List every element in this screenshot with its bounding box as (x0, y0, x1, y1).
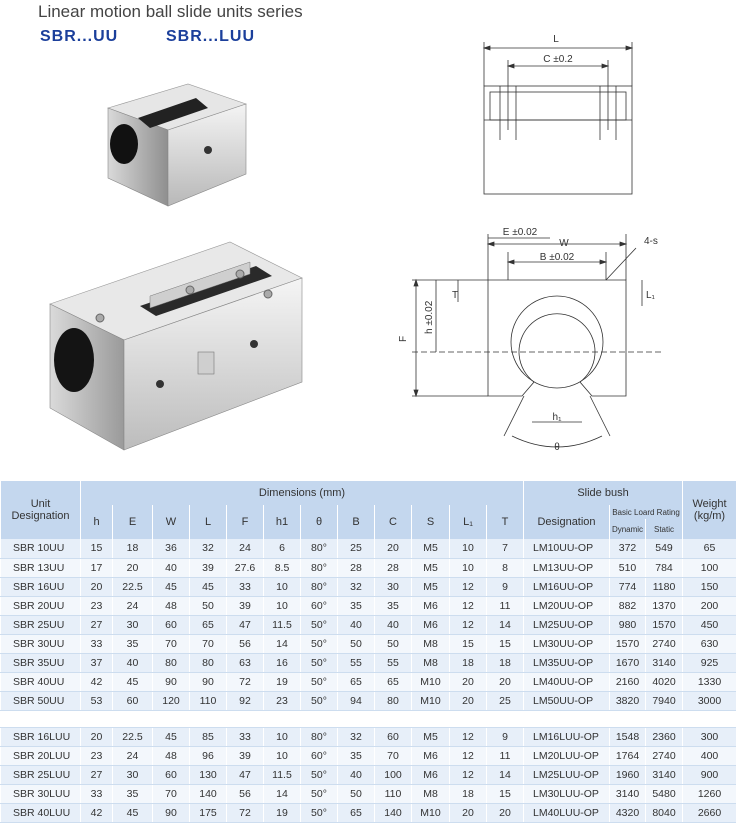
table-cell: 48 (153, 746, 190, 765)
table-cell: 33 (227, 577, 264, 596)
table-cell: 14 (264, 634, 301, 653)
table-cell: 45 (113, 672, 153, 691)
table-cell: 80° (301, 539, 338, 558)
table-cell: 39 (190, 558, 227, 577)
table-cell: 53 (81, 691, 113, 710)
table-cell: 50° (301, 803, 338, 822)
table-cell: 27 (81, 765, 113, 784)
header-dynamic: Dynamic (610, 519, 646, 539)
table-cell: SBR 16LUU (1, 727, 81, 746)
table-cell: 12 (450, 746, 487, 765)
table-cell: 2740 (646, 634, 683, 653)
table-cell: 11 (487, 746, 524, 765)
table-cell: 2740 (646, 746, 683, 765)
header-L1: L₁ (450, 505, 487, 539)
table-cell: 11.5 (264, 615, 301, 634)
header-F: F (227, 505, 264, 539)
table-cell: 12 (450, 727, 487, 746)
table-cell: 50° (301, 634, 338, 653)
table-cell: 92 (227, 691, 264, 710)
table-row-uu (1, 577, 736, 596)
header-dimensions: Dimensions (mm) (81, 481, 524, 505)
header-E: E (113, 505, 153, 539)
table-cell: 20 (375, 539, 412, 558)
table-cell: SBR 16UU (1, 577, 81, 596)
table-cell: 882 (610, 596, 646, 615)
table-row-uu (1, 615, 736, 634)
product-image-uu (96, 78, 256, 214)
table-cell: 63 (227, 653, 264, 672)
table-cell: 45 (153, 727, 190, 746)
header-basic-load-rating: Basic Loard Rating (610, 505, 683, 519)
table-cell: 47 (227, 765, 264, 784)
table-row-uu (1, 653, 736, 672)
table-cell: 1548 (610, 727, 646, 746)
table-cell: 35 (338, 746, 375, 765)
table-cell: LM30LUU-OP (524, 784, 610, 803)
table-cell: 23 (81, 596, 113, 615)
table-cell: 65 (375, 672, 412, 691)
table-cell: 1670 (610, 653, 646, 672)
table-cell: 90 (153, 803, 190, 822)
table-cell: LM25LUU-OP (524, 765, 610, 784)
dim-label-h: h ±0.02 (424, 300, 435, 334)
table-cell: M5 (412, 558, 450, 577)
table-cell: 35 (375, 596, 412, 615)
table-row-luu (1, 727, 736, 746)
table-cell: 130 (190, 765, 227, 784)
table-cell: 6 (264, 539, 301, 558)
table-cell: LM13UU-OP (524, 558, 610, 577)
model-code-luu: SBR...LUU (166, 28, 255, 45)
table-cell: M10 (412, 691, 450, 710)
table-cell: 19 (264, 672, 301, 691)
table-cell: 60° (301, 596, 338, 615)
table-cell: 12 (450, 615, 487, 634)
table-cell: 8040 (646, 803, 683, 822)
table-cell: SBR 30UU (1, 634, 81, 653)
table-row-uu (1, 691, 736, 710)
table-cell: 1260 (683, 784, 736, 803)
header-L: L (190, 505, 227, 539)
table-row-luu (1, 746, 736, 765)
table-cell: 85 (190, 727, 227, 746)
table-cell: 30 (113, 615, 153, 634)
table-cell: M6 (412, 746, 450, 765)
table-cell: 56 (227, 784, 264, 803)
table-cell: SBR 40LUU (1, 803, 81, 822)
table-cell: M5 (412, 727, 450, 746)
table-cell: 372 (610, 539, 646, 558)
table-cell: 3820 (610, 691, 646, 710)
table-cell: 80° (301, 577, 338, 596)
table-cell: 9 (487, 577, 524, 596)
table-cell: M10 (412, 803, 450, 822)
front-view-drawing (392, 222, 674, 462)
table-cell: 9 (487, 727, 524, 746)
table-cell: LM16UU-OP (524, 577, 610, 596)
table-cell: 900 (683, 765, 736, 784)
table-cell: 630 (683, 634, 736, 653)
table-cell: 1960 (610, 765, 646, 784)
table-cell: 17 (81, 558, 113, 577)
table-cell: 65 (338, 672, 375, 691)
table-cell: 35 (113, 784, 153, 803)
table-cell: 25 (338, 539, 375, 558)
table-cell: SBR 30LUU (1, 784, 81, 803)
header-B: B (338, 505, 375, 539)
table-row-uu (1, 558, 736, 577)
table-cell: 37 (81, 653, 113, 672)
table-cell: 19 (264, 803, 301, 822)
table-cell: LM16LUU-OP (524, 727, 610, 746)
header-T: T (487, 505, 524, 539)
table-cell: 10 (450, 539, 487, 558)
table-cell: 60 (375, 727, 412, 746)
table-cell: 7940 (646, 691, 683, 710)
table-cell: M6 (412, 615, 450, 634)
table-cell: 80° (301, 558, 338, 577)
series-title: Linear motion ball slide units series (38, 2, 303, 21)
table-cell: 22.5 (113, 577, 153, 596)
table-cell: SBR 13UU (1, 558, 81, 577)
header-static: Static (646, 519, 683, 539)
table-cell: M10 (412, 672, 450, 691)
spacer-cell (1, 710, 736, 727)
table-cell: 50° (301, 784, 338, 803)
table-cell: 32 (338, 577, 375, 596)
table-row-uu (1, 596, 736, 615)
table-cell: LM50UU-OP (524, 691, 610, 710)
table-cell: 50° (301, 765, 338, 784)
dim-label-L: L (553, 34, 559, 45)
table-cell: 4020 (646, 672, 683, 691)
table-cell: 90 (153, 672, 190, 691)
table-cell: 36 (153, 539, 190, 558)
table-cell: SBR 20LUU (1, 746, 81, 765)
table-cell: 24 (113, 746, 153, 765)
table-cell: 10 (264, 596, 301, 615)
table-cell: 774 (610, 577, 646, 596)
table-cell: 12 (450, 765, 487, 784)
table-cell: 60° (301, 746, 338, 765)
table-cell: 22.5 (113, 727, 153, 746)
table-cell: 14 (487, 765, 524, 784)
table-cell: 20 (113, 558, 153, 577)
table-cell: 5480 (646, 784, 683, 803)
dim-label-h1: h₁ (552, 412, 562, 423)
table-cell: 11.5 (264, 765, 301, 784)
table-cell: 150 (683, 577, 736, 596)
table-cell: 20 (81, 577, 113, 596)
table-cell: 10 (264, 746, 301, 765)
table-cell: 23 (81, 746, 113, 765)
table-cell: 33 (81, 784, 113, 803)
table-cell: M8 (412, 634, 450, 653)
table-cell: 60 (153, 615, 190, 634)
table-cell: 20 (487, 672, 524, 691)
table-cell: 1570 (646, 615, 683, 634)
spec-table-header (1, 481, 736, 539)
table-cell: 50° (301, 672, 338, 691)
table-cell: 1764 (610, 746, 646, 765)
table-cell: 30 (113, 765, 153, 784)
table-cell: 3140 (646, 653, 683, 672)
header-S: S (412, 505, 450, 539)
header-h1: h1 (264, 505, 301, 539)
table-cell: LM20UU-OP (524, 596, 610, 615)
product-image-luu (40, 234, 310, 456)
header-theta: θ (301, 505, 338, 539)
header-unit-designation: Unit Designation (1, 481, 81, 539)
table-cell: 100 (375, 765, 412, 784)
table-cell: SBR 40UU (1, 672, 81, 691)
table-cell: 110 (375, 784, 412, 803)
table-cell: 300 (683, 727, 736, 746)
header-W: W (153, 505, 190, 539)
table-cell: LM20LUU-OP (524, 746, 610, 765)
table-cell: 55 (375, 653, 412, 672)
table-cell: 1570 (610, 634, 646, 653)
table-cell: SBR 50UU (1, 691, 81, 710)
spec-table (0, 481, 736, 823)
table-row-luu (1, 765, 736, 784)
table-cell: 1370 (646, 596, 683, 615)
table-cell: 28 (375, 558, 412, 577)
table-cell: 32 (338, 727, 375, 746)
table-cell: M5 (412, 577, 450, 596)
table-cell: 4320 (610, 803, 646, 822)
table-cell: 80 (375, 691, 412, 710)
table-cell: 24 (227, 539, 264, 558)
table-cell: 12 (450, 596, 487, 615)
table-cell: 200 (683, 596, 736, 615)
table-cell: SBR 25UU (1, 615, 81, 634)
table-cell: 60 (113, 691, 153, 710)
table-cell: 40 (375, 615, 412, 634)
table-cell: 40 (338, 765, 375, 784)
table-cell: 18 (487, 653, 524, 672)
table-cell: 400 (683, 746, 736, 765)
spec-table-body (1, 539, 736, 822)
dim-label-C: C ±0.2 (543, 54, 573, 65)
table-cell: 65 (190, 615, 227, 634)
table-cell: 35 (338, 596, 375, 615)
table-cell: 18 (450, 653, 487, 672)
table-cell: 140 (190, 784, 227, 803)
table-cell: 65 (683, 539, 736, 558)
table-cell: 3140 (646, 765, 683, 784)
table-cell: 100 (683, 558, 736, 577)
table-cell: 784 (646, 558, 683, 577)
table-cell: 27 (81, 615, 113, 634)
dim-label-E: E ±0.02 (502, 227, 538, 238)
table-cell: 42 (81, 672, 113, 691)
table-cell: 50 (338, 784, 375, 803)
table-cell: 35 (113, 634, 153, 653)
table-cell: 20 (450, 691, 487, 710)
table-cell: 925 (683, 653, 736, 672)
table-cell: LM40UU-OP (524, 672, 610, 691)
table-cell: 20 (450, 803, 487, 822)
table-cell: M8 (412, 653, 450, 672)
table-cell: LM35UU-OP (524, 653, 610, 672)
table-cell: 30 (375, 577, 412, 596)
table-cell: SBR 35UU (1, 653, 81, 672)
table-cell: 2160 (610, 672, 646, 691)
table-cell: 14 (264, 784, 301, 803)
table-cell: 60 (153, 765, 190, 784)
table-cell: 10 (264, 727, 301, 746)
table-cell: SBR 10UU (1, 539, 81, 558)
table-group-spacer (1, 710, 736, 727)
table-cell: 72 (227, 672, 264, 691)
table-cell: 72 (227, 803, 264, 822)
header-C: C (375, 505, 412, 539)
table-cell: 40 (153, 558, 190, 577)
header-h: h (81, 505, 113, 539)
table-cell: 39 (227, 596, 264, 615)
table-cell: 25 (487, 691, 524, 710)
table-cell: 28 (338, 558, 375, 577)
header-slide-bush: Slide bush (524, 481, 683, 505)
table-row-uu (1, 672, 736, 691)
table-cell: 70 (153, 784, 190, 803)
table-cell: M6 (412, 765, 450, 784)
table-cell: 80° (301, 727, 338, 746)
table-cell: 50° (301, 615, 338, 634)
header-designation: Designation (524, 505, 610, 539)
table-cell: 450 (683, 615, 736, 634)
header-weight: Weight (kg/m) (683, 481, 736, 539)
table-cell: 18 (450, 784, 487, 803)
table-cell: 1180 (646, 577, 683, 596)
table-cell: 90 (190, 672, 227, 691)
table-cell: 8 (487, 558, 524, 577)
table-cell: 11 (487, 596, 524, 615)
table-cell: 110 (190, 691, 227, 710)
dim-label-F: F (398, 335, 409, 342)
table-cell: LM40LUU-OP (524, 803, 610, 822)
table-cell: 15 (81, 539, 113, 558)
dim-label-screw: 4-s (644, 236, 658, 247)
table-cell: 96 (190, 746, 227, 765)
table-cell: 47 (227, 615, 264, 634)
table-cell: 40 (338, 615, 375, 634)
dim-label-W: W (559, 238, 569, 249)
dim-label-theta: θ (554, 442, 560, 453)
table-cell: 140 (375, 803, 412, 822)
table-cell: 3000 (683, 691, 736, 710)
table-cell: 3140 (610, 784, 646, 803)
table-cell: 33 (81, 634, 113, 653)
table-cell: 45 (153, 577, 190, 596)
table-cell: 15 (450, 634, 487, 653)
table-cell: M6 (412, 596, 450, 615)
table-cell: M8 (412, 784, 450, 803)
table-cell: 27.6 (227, 558, 264, 577)
table-row-uu (1, 539, 736, 558)
table-cell: 45 (113, 803, 153, 822)
table-cell: 14 (487, 615, 524, 634)
table-cell: 20 (81, 727, 113, 746)
table-cell: 56 (227, 634, 264, 653)
table-cell: 20 (450, 672, 487, 691)
table-cell: 70 (190, 634, 227, 653)
table-cell: M5 (412, 539, 450, 558)
table-row-luu (1, 803, 736, 822)
dim-label-L1: L₁ (646, 290, 655, 301)
table-cell: 40 (113, 653, 153, 672)
table-cell: 10 (450, 558, 487, 577)
table-cell: 32 (190, 539, 227, 558)
table-cell: 18 (113, 539, 153, 558)
table-cell: 15 (487, 634, 524, 653)
table-cell: 45 (190, 577, 227, 596)
model-code-uu: SBR...UU (40, 28, 119, 45)
table-cell: 94 (338, 691, 375, 710)
table-cell: 55 (338, 653, 375, 672)
table-cell: 70 (375, 746, 412, 765)
table-cell: 16 (264, 653, 301, 672)
table-cell: 20 (487, 803, 524, 822)
table-cell: LM10UU-OP (524, 539, 610, 558)
table-cell: 2360 (646, 727, 683, 746)
table-cell: LM25UU-OP (524, 615, 610, 634)
table-row-uu (1, 634, 736, 653)
table-cell: 50 (190, 596, 227, 615)
table-cell: 1330 (683, 672, 736, 691)
table-cell: 175 (190, 803, 227, 822)
dim-label-B: B ±0.02 (539, 252, 575, 263)
side-view-drawing (470, 30, 648, 202)
table-cell: 15 (487, 784, 524, 803)
table-cell: 42 (81, 803, 113, 822)
table-cell: 48 (153, 596, 190, 615)
table-cell: 510 (610, 558, 646, 577)
table-cell: SBR 25LUU (1, 765, 81, 784)
table-cell: 549 (646, 539, 683, 558)
table-cell: 980 (610, 615, 646, 634)
table-cell: LM30UU-OP (524, 634, 610, 653)
table-cell: 23 (264, 691, 301, 710)
table-cell: 70 (153, 634, 190, 653)
table-row-luu (1, 784, 736, 803)
table-cell: 50 (375, 634, 412, 653)
table-cell: 10 (264, 577, 301, 596)
table-cell: SBR 20UU (1, 596, 81, 615)
table-cell: 7 (487, 539, 524, 558)
table-cell: 65 (338, 803, 375, 822)
table-cell: 50° (301, 691, 338, 710)
table-cell: 120 (153, 691, 190, 710)
table-cell: 12 (450, 577, 487, 596)
table-cell: 50 (338, 634, 375, 653)
table-cell: 80 (153, 653, 190, 672)
table-cell: 2660 (683, 803, 736, 822)
table-cell: 8.5 (264, 558, 301, 577)
dim-label-T: T (452, 290, 459, 301)
table-cell: 80 (190, 653, 227, 672)
table-cell: 24 (113, 596, 153, 615)
table-cell: 33 (227, 727, 264, 746)
table-cell: 39 (227, 746, 264, 765)
table-cell: 50° (301, 653, 338, 672)
